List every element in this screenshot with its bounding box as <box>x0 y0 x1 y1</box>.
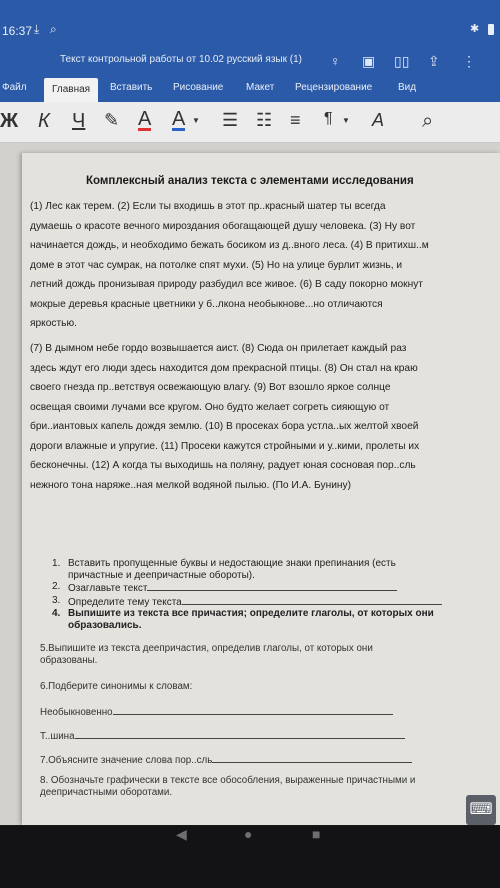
status-time: 16:37 <box>2 24 33 38</box>
task-text: Озаглавьте текст <box>68 583 148 594</box>
status-bar <box>0 0 500 46</box>
tab-review[interactable]: Рецензирование <box>295 82 373 93</box>
text-line: здесь ждут его люди здесь находится дом прекрасной птицы. (8) Он стал на краю <box>30 362 418 374</box>
bullet-list-icon[interactable]: ☰ <box>222 110 239 130</box>
numbered-list-icon[interactable]: ☷ <box>256 110 273 130</box>
back-icon[interactable]: ◀ <box>176 826 187 842</box>
tab-file[interactable]: Файл <box>2 82 27 93</box>
question-text: образованы. <box>40 654 98 666</box>
text-line: летний дождь пронизывая природу разбудил все живое. (6) В саду покорно мокнут <box>30 279 423 290</box>
answer-line <box>113 705 393 715</box>
paragraph-icon[interactable]: ¶ <box>324 110 333 127</box>
question-6: 6.Подберите синонимы к словам: <box>40 681 193 692</box>
task-number: 4. <box>52 608 61 619</box>
task-text: причастные и деепричастные обороты). <box>68 569 255 581</box>
highlight-color-button[interactable]: А <box>172 108 186 130</box>
tab-insert[interactable]: Вставить <box>110 82 153 93</box>
lightbulb-icon[interactable]: ♀ <box>330 53 341 69</box>
text-line: освещая своими лучами все кругом. Оно будто желает согреть сияющую от <box>30 401 390 413</box>
answer-line <box>75 729 405 739</box>
chevron-down-icon[interactable]: ▼ <box>192 116 200 125</box>
task-number: 3. <box>52 594 61 606</box>
underline-button[interactable]: Ч <box>72 110 86 132</box>
answer-line <box>212 753 412 763</box>
title-bar <box>0 46 500 76</box>
text-line: дороги влажные и упругие. (11) Просеки кажутся стройными и у..кими, пролеты их <box>30 440 420 452</box>
document-area[interactable] <box>0 143 500 825</box>
styles-icon[interactable]: A <box>372 110 385 130</box>
task-list <box>52 558 492 631</box>
document-title: Текст контрольной работы от 10.02 русский язык (1) <box>60 54 302 65</box>
question-text: 5.Выпишите из текста деепричастия, определив глаголы, от которых они <box>40 643 373 654</box>
task-text: Вставить пропущенные буквы и недостающие знаки препинания (есть <box>68 558 396 569</box>
task-number: 1. <box>52 558 61 569</box>
text-line: (1) Лес как терем. (2) Если ты входишь в этот пр..красный шатер ты всегда <box>30 201 386 212</box>
download-icon: ⤓ <box>34 22 40 36</box>
search-status-icon: ⌕ <box>50 22 57 36</box>
tab-draw[interactable]: Рисование <box>173 82 224 93</box>
document-heading: Комплексный анализ текста с элементами исследования <box>86 175 414 187</box>
question-7 <box>40 753 412 766</box>
text-line: доме в этот час сумрак, на потолке спят мухи. (5) Но на улице бурлит жизнь, и <box>30 259 403 271</box>
list-item <box>52 608 492 631</box>
task-text: Определите тему текста <box>68 596 182 608</box>
answer-line <box>147 581 397 591</box>
chevron-down-icon[interactable]: ▼ <box>342 116 350 125</box>
text-line: думаешь о красоте вечного мироздания обогащающей душу человека. (3) Ну вот <box>30 220 416 232</box>
synonym-row <box>40 705 393 718</box>
align-icon[interactable]: ≡ <box>290 110 301 130</box>
question-5 <box>40 643 373 666</box>
ribbon-toolbar <box>0 102 500 143</box>
keyboard-button[interactable] <box>466 795 496 825</box>
text-line: бесконечны. (12) А когда ты выходишь на поляну, радует юная сосновая пор..сль <box>30 460 416 471</box>
text-line: нежного тона наряже..ная мелкой водяной пылью. (По И.А. Бунину) <box>30 479 351 491</box>
text-line: (7) В дымном небе гордо возвышается аист. (8) Сюда он прилетает каждый раз <box>30 343 407 354</box>
synonym-row <box>40 729 405 742</box>
paragraph-1 <box>30 197 494 334</box>
highlighter-icon[interactable]: ✎ <box>104 110 120 130</box>
question-text: деепричастными оборотами. <box>40 786 173 798</box>
text-line: бри..иантовых капель дождя землю. (10) В просеках бора устла..ых желтой хвоей <box>30 421 419 432</box>
tab-view[interactable]: Вид <box>398 82 417 93</box>
task-number: 2. <box>52 581 61 592</box>
question-8 <box>40 775 415 798</box>
task-text: Выпишите из текста все причастия; определите глаголы, от которых они <box>68 608 434 619</box>
text-line: яркостью. <box>30 318 77 329</box>
battery-icon <box>488 24 494 35</box>
list-item <box>52 581 492 595</box>
synonym-word: Т..шина <box>40 731 75 742</box>
save-icon[interactable]: ▣ <box>362 53 376 69</box>
recents-icon[interactable]: ■ <box>312 826 321 842</box>
tab-layout[interactable]: Макет <box>246 82 275 93</box>
paragraph-2 <box>30 339 494 495</box>
synonym-word: Необыкновенно <box>40 707 113 718</box>
text-line: мокрые деревья красные цветники у б..лкона необыкнове...но отличаются <box>30 298 383 310</box>
bluetooth-icon: ✱ <box>470 23 480 35</box>
read-mode-icon[interactable]: ▯▯ <box>394 53 410 69</box>
keyboard-icon: ⌨ <box>469 801 493 818</box>
list-item <box>52 558 492 581</box>
text-line: своего гнезда пр..ветствуя освежающую влагу. (9) Вот взошло яркое солнце <box>30 382 391 393</box>
list-item <box>52 595 492 609</box>
italic-button[interactable]: К <box>38 110 50 132</box>
answer-line <box>182 595 442 605</box>
navigation-bar <box>0 826 500 888</box>
document-page[interactable] <box>22 153 500 825</box>
bold-button[interactable]: Ж <box>0 110 19 132</box>
font-color-button[interactable]: А <box>138 108 152 130</box>
task-text: образовались. <box>68 619 142 631</box>
ribbon-tabs <box>0 76 500 102</box>
share-icon[interactable]: ⇪ <box>428 53 440 69</box>
home-icon[interactable]: ● <box>244 826 253 842</box>
question-text: 7.Объясните значение слова пор..сль <box>40 755 213 766</box>
question-text: 8. Обозначьте графически в тексте все обособления, выраженные причастными и <box>40 775 416 786</box>
more-icon[interactable]: ⋮ <box>462 53 476 69</box>
tab-home[interactable]: Главная <box>44 78 98 102</box>
text-line: начинается дождь, и необходимо бежать босиком из д..вного леса. (4) В притихш..м <box>30 240 429 251</box>
search-icon[interactable]: ⌕ <box>422 110 434 132</box>
